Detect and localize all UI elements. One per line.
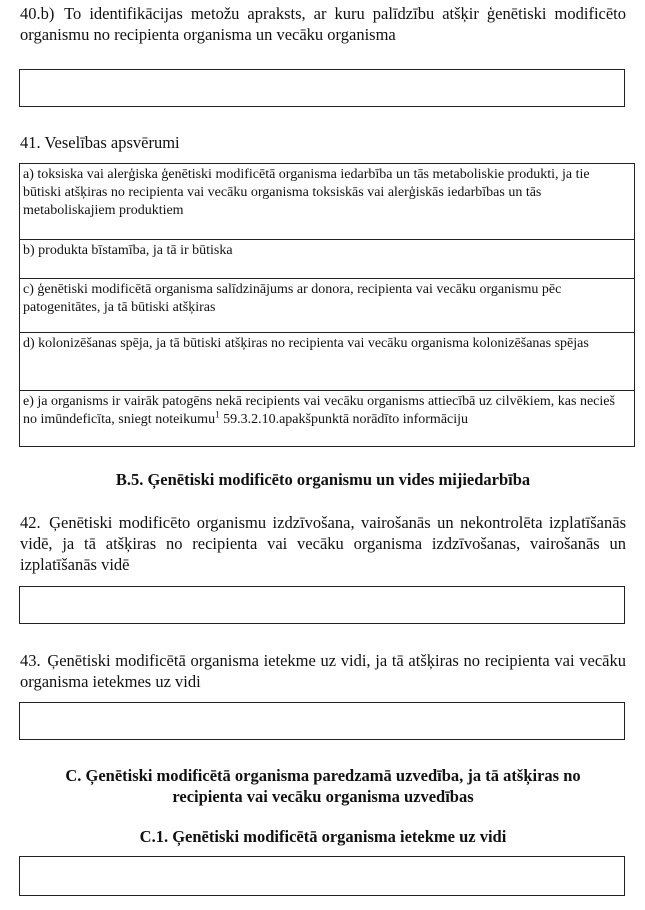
section-c-heading-line1: C. Ģenētiski modificētā organisma paredzamā uzvedība, ja tā atšķiras no (65, 766, 581, 785)
question-40b (20, 3, 626, 45)
section-c-heading-line2: recipienta vai vecāku organisma uzvedības (172, 787, 474, 806)
section-b5-heading: B.5. Ģenētiski modificēto organismu un vides mijiedarbība (115, 470, 531, 489)
question-40b-number: 40.b) (20, 4, 55, 23)
table-cell-d: d) kolonizēšanas spēja, ja tā būtiski atšķiras no recipienta vai vecāku organisma kolonizēšanas spējas (20, 333, 635, 391)
answer-box-43[interactable] (19, 702, 625, 740)
answer-box-42[interactable] (19, 586, 625, 624)
table-row (20, 333, 635, 391)
table-row (20, 391, 635, 447)
answer-box-c1[interactable] (19, 856, 625, 896)
table-cell-e (20, 391, 635, 447)
table-cell-e-text-after: 59.3.2.10.apakšpunktā norādīto informāciju (219, 412, 469, 427)
table-cell-c: c) ģenētiski modificētā organisma salīdzinājums ar donora, recipienta vai vecāku organismu pēc patogenitātes, ja tā būtiski atšķiras (20, 279, 635, 333)
question-42-number: 42. (20, 513, 41, 532)
question-42 (20, 512, 626, 575)
question-40b-text: To identifikācijas metožu apraksts, ar kuru palīdzību atšķir ģenētiski modificēto organismu no recipienta organisma un vecāku organisma (20, 4, 627, 44)
section-c-heading (20, 765, 626, 807)
table-cell-e-text: e) ja organisms ir vairāk patogēns nekā recipients vai vecāku organisms attiecībā uz cilvēkiem, kas necieš no imūndeficīta, sniegt noteikumu (23, 394, 615, 427)
table-row (20, 164, 635, 240)
footnote-ref: 1 (215, 409, 220, 420)
question-41-title: 41. Veselības apsvērumi (20, 133, 180, 152)
question-43-number: 43. (20, 651, 41, 670)
question-42-text: Ģenētiski modificēto organismu izdzīvošana, vairošanās un nekontrolēta izplatīšanās vidē, ja tā atšķiras no recipienta vai vecāku organisma izdzīvošanas, vairošanās un izplatīšanās vidē (20, 513, 626, 574)
table-cell-a: a) toksiska vai alerģiska ģenētiski modificētā organisma iedarbība un tās metaboliskie produkti, ja tie būtiski atšķiras no recipienta vai vecāku organisma toksiskās vai alerģiskās iedarbības un tās metaboliskajiem produktiem (20, 164, 635, 240)
table-cell-b: b) produkta bīstamība, ja tā ir būtiska (20, 240, 635, 279)
table-row (20, 279, 635, 333)
answer-box-40b[interactable] (19, 69, 625, 107)
table-row (20, 240, 635, 279)
question-43-text: Ģenētiski modificētā organisma ietekme uz vidi, ja tā atšķiras no recipienta vai vecāku organisma ietekmes uz vidi (20, 651, 626, 691)
health-considerations-table (19, 163, 635, 447)
section-c1-heading: C.1. Ģenētiski modificētā organisma ietekme uz vidi (139, 827, 507, 846)
question-43 (20, 650, 626, 692)
